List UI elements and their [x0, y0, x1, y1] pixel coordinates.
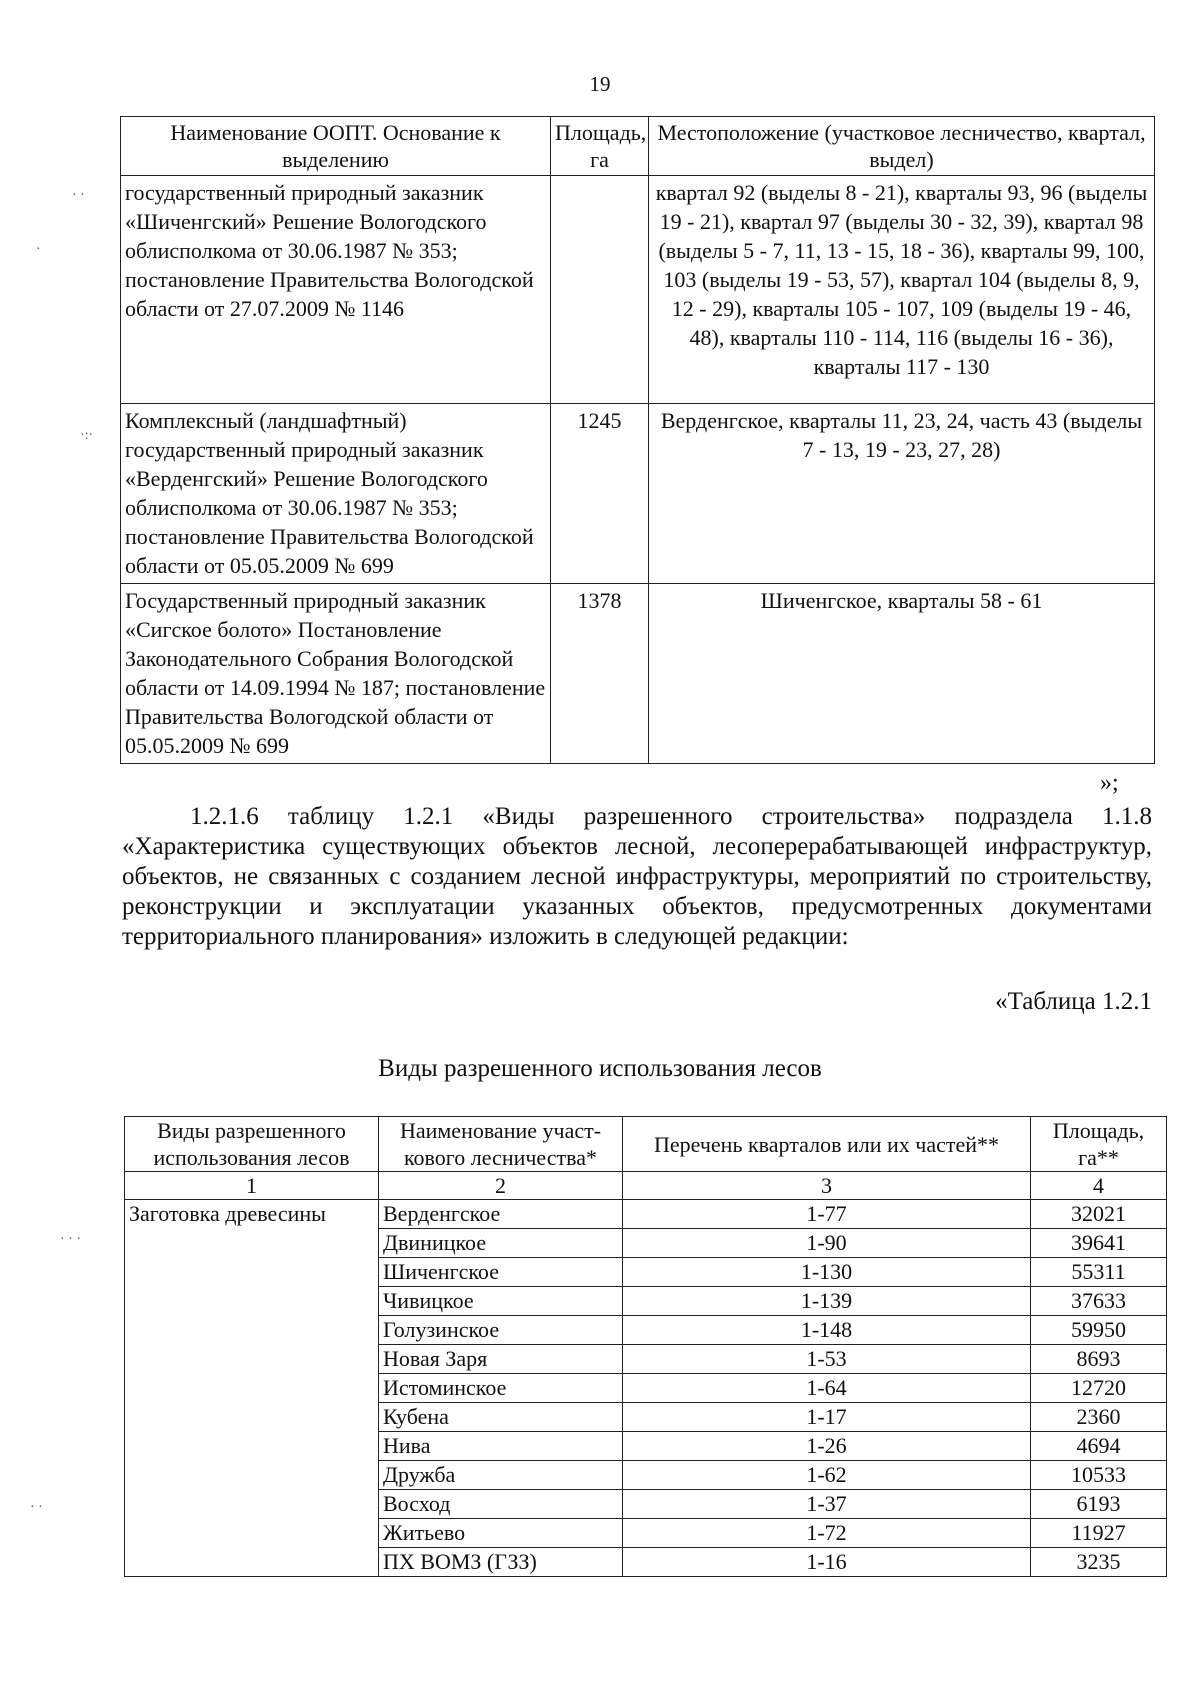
area-cell: 37633	[1031, 1287, 1167, 1316]
table-row	[121, 584, 1155, 764]
table-caption: «Таблица 1.2.1	[995, 988, 1152, 1015]
area-cell: 2360	[1031, 1403, 1167, 1432]
oopt-table-header	[121, 117, 1155, 176]
column-number: 1	[125, 1172, 379, 1200]
scan-speck: · · ·	[60, 1232, 81, 1247]
oopt-name-cell: Комплексный (ландшафтный) государственный природный заказник «Верденгский» Решение Вологодского облисполкома от 30.06.1987 № 353; постановление Правительства Вологодской области от 05.05.2009 № 699	[121, 404, 551, 584]
quarters-cell: 1-130	[623, 1258, 1031, 1287]
amendment-paragraph: 1.2.1.6 таблицу 1.2.1 «Виды разрешенного строительства» подраздела 1.1.8 «Характеристика существующих объектов лесной, лесоперерабатывающей инфраструктур, объектов, не связанных с созданием лесной инфраструктуры, мероприятий по строительству, реконструкции и эксплуатации указанных объектов, предусмотренных документами территориального планирования» изложить в следующей редакции:	[122, 803, 1152, 950]
scan-speck: ·	[36, 242, 41, 257]
forestry-cell: Голузинское	[379, 1316, 623, 1345]
forestry-cell: ПХ ВОМЗ (ГЗЗ)	[379, 1548, 623, 1577]
oopt-name-cell: Государственный природный заказник «Сигское болото» Постановление Законодательного Собрания Вологодской области от 14.09.1994 № 187; постановление Правительства Вологодской области от 05.05.2009 № 699	[121, 584, 551, 764]
quarters-cell: 1-64	[623, 1374, 1031, 1403]
scan-speck: ·:·	[80, 428, 94, 443]
forestry-cell: Кубена	[379, 1403, 623, 1432]
uses-header-quarters: Перечень кварталов или их частей**	[623, 1117, 1031, 1172]
forestry-cell: Двиницкое	[379, 1229, 623, 1258]
oopt-area-cell	[551, 176, 649, 404]
table-row	[125, 1200, 1167, 1229]
oopt-header-area: Площадь, га	[551, 117, 649, 176]
quarters-cell: 1-26	[623, 1432, 1031, 1461]
forestry-cell: Чивицкое	[379, 1287, 623, 1316]
oopt-header-location: Местоположение (участковое лесничество, квартал, выдел)	[649, 117, 1155, 176]
oopt-name-cell: государственный природный заказник «Шиченгский» Решение Вологодского облисполкома от 30.06.1987 № 353; постановление Правительства Вологодской области от 27.07.2009 № 1146	[121, 176, 551, 404]
oopt-location-cell: квартал 92 (выделы 8 - 21), кварталы 93, 96 (выделы 19 - 21), квартал 97 (выделы 30 - 32, 39), квартал 98 (выделы 5 - 7, 11, 13 - 15, 18 - 36), кварталы 99, 100, 103 (выделы 19 - 53, 57), квартал 104 (выделы 8, 9, 12 - 29), кварталы 105 - 107, 109 (выделы 19 - 46, 48), кварталы 110 - 114, 116 (выделы 16 - 36), кварталы 117 - 130	[649, 176, 1155, 404]
oopt-location-cell: Верденгское, кварталы 11, 23, 24, часть 43 (выделы 7 - 13, 19 - 23, 27, 28)	[649, 404, 1155, 584]
column-number: 4	[1031, 1172, 1167, 1200]
quarters-cell: 1-139	[623, 1287, 1031, 1316]
area-cell: 11927	[1031, 1519, 1167, 1548]
area-cell: 55311	[1031, 1258, 1167, 1287]
area-cell: 3235	[1031, 1548, 1167, 1577]
area-cell: 59950	[1031, 1316, 1167, 1345]
quarters-cell: 1-62	[623, 1461, 1031, 1490]
quarters-cell: 1-17	[623, 1403, 1031, 1432]
forestry-cell: Дружба	[379, 1461, 623, 1490]
closing-quote: »;	[1100, 770, 1119, 796]
table-row	[121, 404, 1155, 584]
page-number: 19	[589, 72, 611, 96]
forestry-cell: Восход	[379, 1490, 623, 1519]
quarters-cell: 1-90	[623, 1229, 1031, 1258]
forestry-cell: Нива	[379, 1432, 623, 1461]
quarters-cell: 1-72	[623, 1519, 1031, 1548]
uses-header-area: Площадь, га**	[1031, 1117, 1167, 1172]
forestry-cell: Верденгское	[379, 1200, 623, 1229]
scan-speck: · ·	[30, 1500, 43, 1515]
uses-table-header	[125, 1117, 1167, 1172]
area-cell: 39641	[1031, 1229, 1167, 1258]
column-number: 2	[379, 1172, 623, 1200]
column-number: 3	[623, 1172, 1031, 1200]
area-cell: 12720	[1031, 1374, 1167, 1403]
quarters-cell: 1-77	[623, 1200, 1031, 1229]
forestry-cell: Шиченгское	[379, 1258, 623, 1287]
forestry-cell: Новая Заря	[379, 1345, 623, 1374]
forestry-cell: Житьево	[379, 1519, 623, 1548]
quarters-cell: 1-16	[623, 1548, 1031, 1577]
area-cell: 6193	[1031, 1490, 1167, 1519]
quarters-cell: 1-148	[623, 1316, 1031, 1345]
table-row	[121, 176, 1155, 404]
area-cell: 4694	[1031, 1432, 1167, 1461]
scan-speck: · ·	[72, 188, 85, 203]
quarters-cell: 1-53	[623, 1345, 1031, 1374]
area-cell: 8693	[1031, 1345, 1167, 1374]
uses-header-forestry: Наименование участ-кового лесничества*	[379, 1117, 623, 1172]
uses-header-type: Виды разрешенного использования лесов	[125, 1117, 379, 1172]
column-number-row	[125, 1172, 1167, 1200]
area-cell: 10533	[1031, 1461, 1167, 1490]
oopt-table	[120, 116, 1155, 764]
forestry-cell: Истоминское	[379, 1374, 623, 1403]
oopt-area-cell: 1378	[551, 584, 649, 764]
oopt-location-cell: Шиченгское, кварталы 58 - 61	[649, 584, 1155, 764]
oopt-area-cell: 1245	[551, 404, 649, 584]
area-cell: 32021	[1031, 1200, 1167, 1229]
oopt-header-name: Наименование ООПТ. Основание к выделению	[121, 117, 551, 176]
quarters-cell: 1-37	[623, 1490, 1031, 1519]
table-title: Виды разрешенного использования лесов	[378, 1055, 822, 1082]
forest-uses-table	[124, 1116, 1167, 1577]
use-type-cell: Заготовка древесины	[125, 1200, 379, 1577]
